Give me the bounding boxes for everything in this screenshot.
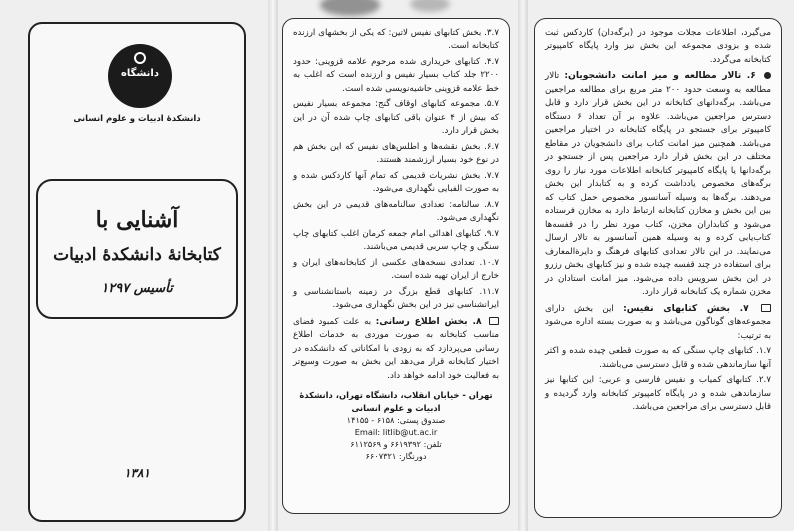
- bullet-icon: [764, 72, 771, 79]
- section-7-body: این بخش دارای مجموعه‌های گوناگون می‌باشد و به صورت بسته اداره می‌شود به ترتیب:: [545, 303, 771, 341]
- email: Email: litlib@ut.ac.ir: [354, 426, 438, 437]
- paragraph: ۶.۷. بخش نقشه‌ها و اطلس‌های نفیس که این بخش هم در نوع خود بسیار ارزشمند هستند.: [293, 141, 499, 166]
- fold-line-right: [518, 0, 528, 531]
- section-8: [293, 315, 499, 383]
- publication-year: ۱۳۸۱: [124, 466, 150, 480]
- paragraph: ۹.۷. کتابهای اهدائی امام جمعه کرمان اغلب کتابهای چاپ سنگی و چاپ سربی قدیمی می‌باشند.: [293, 228, 499, 253]
- section-8-title: ۸. بخش اطلاع رسانی:: [375, 315, 482, 327]
- title-line-1: آشنایی با: [95, 207, 179, 233]
- right-frame: [534, 18, 782, 518]
- title-box: [36, 179, 238, 319]
- paragraph: ۳.۷. بخش کتابهای نفیس لاتین: که یکی از بخشهای ارزنده کتابخانه است.: [293, 28, 499, 52]
- fax: دورنگار: ۶۶۰۷۳۲۱: [365, 450, 427, 461]
- founded-text: تأسیس ۱۲۹۷: [101, 281, 173, 296]
- book-icon: [761, 304, 771, 312]
- middle-panel: [278, 0, 516, 531]
- section-7-title: ۷. بخش کتابهای نفیس:: [623, 302, 749, 314]
- paragraph: ۸.۷. سالنامه: تعدادی سالنامه‌های قدیمی در این بخش نگهداری می‌شود.: [293, 199, 499, 224]
- logo-text: دانشگاه: [121, 68, 159, 79]
- paragraph: ۷.۷. بخش نشریات قدیمی که تمام آنها کاردکس شده و به صورت الفبایی نگهداری می‌شود.: [293, 170, 499, 195]
- po-box: صندوق پستی: ۶۱۵۸ - ۱۴۱۵۵: [346, 414, 446, 425]
- section-6-body: تالار مطالعه به وسعت حدود ۲۰۰ متر مربع برای مطالعه مراجعین می‌باشد. برگه‌دانهای کتابخانه در این بخش قرار دارد و قابل دسترس مراجعین می‌باشد. علاوه بر آن تعداد ۶ دستگاه کامپیوتر برای جستجو در پایگاه کتابخانه در اختیار مراجعین می‌باشد. همچنین میز امانت کتاب برای دانشجویان در مقاطع مختلف در این بخش قرار دارد مراجعین پس از جستجو در برگه‌دانها یا پایگاه کامپیوتر کتابخانه اطلاعات مورد نیاز را روی برگه‌های مخصوص یادداشت کرده و به کتابدار این بخش می‌دهند. برگه‌ها به وسیله آسانسور مخصوص حمل کتاب که بین این بخش و مخازن کتابخانه ارتباط دارد به مخازن فرستاده می‌شود و کتابداران مخزن، کتاب مورد نظر را در قفسه‌ها کتاب‌یابی کرده و به وسیله همین آسانسور به تالار ارسال می‌نمایند. در این تالار تعدادی کتابهای فرهنگ و دایرةالمعارف برای استفاده در چند قفسه چیده شده و نیز کتابهای بخش رزرو در این بخش سرویس داده می‌شود. میز امانت استادان در مخزن شماره یک کتابخانه قرار دارد.: [545, 71, 771, 298]
- paragraph: ۱۱.۷. کتابهای قطع بزرگ در زمینه باستانشناسی و ایرانشناسی نیز در این بخش نگهداری می‌شود.: [293, 286, 499, 311]
- faculty-name: دانشکدهٔ ادبیات و علوم انسانی: [73, 114, 201, 124]
- title-line-2: کتابخانهٔ دانشکدهٔ ادبیات: [53, 245, 221, 265]
- section-6-title: ۶. تالار مطالعه و میز امانت دانشجویان:: [564, 70, 756, 82]
- contact-block: [293, 389, 499, 462]
- paragraph: ۴.۷. کتابهای خریداری شده مرحوم علامه قزوینی: حدود ۲۲۰۰ جلد کتاب بسیار نفیس و ارزنده است که اغلب به خط علامه قزوینی حاشیه‌نویسی شده است.: [293, 56, 499, 94]
- cover-frame: [28, 22, 246, 522]
- university-logo: [108, 44, 172, 108]
- computer-icon: [489, 317, 499, 325]
- list-item: ۲.۷. کتابهای کمیاب و نفیس فارسی و عربی: این کتابها نیز سازماندهی شده و در پایگاه کامپیوتر کتابخانه وارد گردیده و قابل دسترسی برای مراجعین می‌باشد.: [545, 375, 771, 413]
- right-panel: [528, 0, 790, 531]
- phone: تلفن: ۶۶۱۹۳۹۲ و ۶۱۱۲۵۶۹: [350, 438, 442, 449]
- logo-emblem-icon: [134, 52, 146, 64]
- list-item: ۱.۷. کتابهای چاپ سنگی که به صورت قطعی چیده شده و اکثر آنها سازماندهی شده و قابل دسترسی می‌باشند.: [545, 346, 771, 370]
- cover-panel: [0, 0, 268, 531]
- middle-frame: [282, 18, 510, 514]
- section-8-body: به علت کمبود فضای مناسب کتابخانه به صورت موردی به خدمات اطلاع رسانی می‌پردازد که به زودی با امکاناتی که دانشکده در اختیار کتابخانه قرار می‌دهد این بخش به صورت وسیع‌تر به فعالیت خود ادامه خواهد داد.: [293, 316, 499, 381]
- intro-paragraph: می‌گیرد، اطلاعات مجلات موجود در (برگه‌دان) کاردکس ثبت شده و بزودی مجموعه این بخش نیز وارد پایگاه کامپیوتر کتابخانه می‌گردد.: [545, 28, 771, 65]
- paragraph: ۵.۷. مجموعه کتابهای اوقاف گنج: مجموعه بسیار نفیس که بیش از ۴ عنوان باقی کتابهای چاپ شده آن در این بخش قرار دارد.: [293, 99, 499, 137]
- address: تهران - خیابان انقلاب، دانشگاه تهران، دانشکدهٔ ادبیات و علوم انسانی: [299, 390, 493, 413]
- section-6: [545, 69, 771, 299]
- paragraph: ۱۰.۷. تعدادی نسخه‌های عکسی از کتابخانه‌های ایران و خارج از ایران تهیه شده است.: [293, 257, 499, 282]
- fold-line-left: [268, 0, 278, 531]
- section-7: [545, 302, 771, 343]
